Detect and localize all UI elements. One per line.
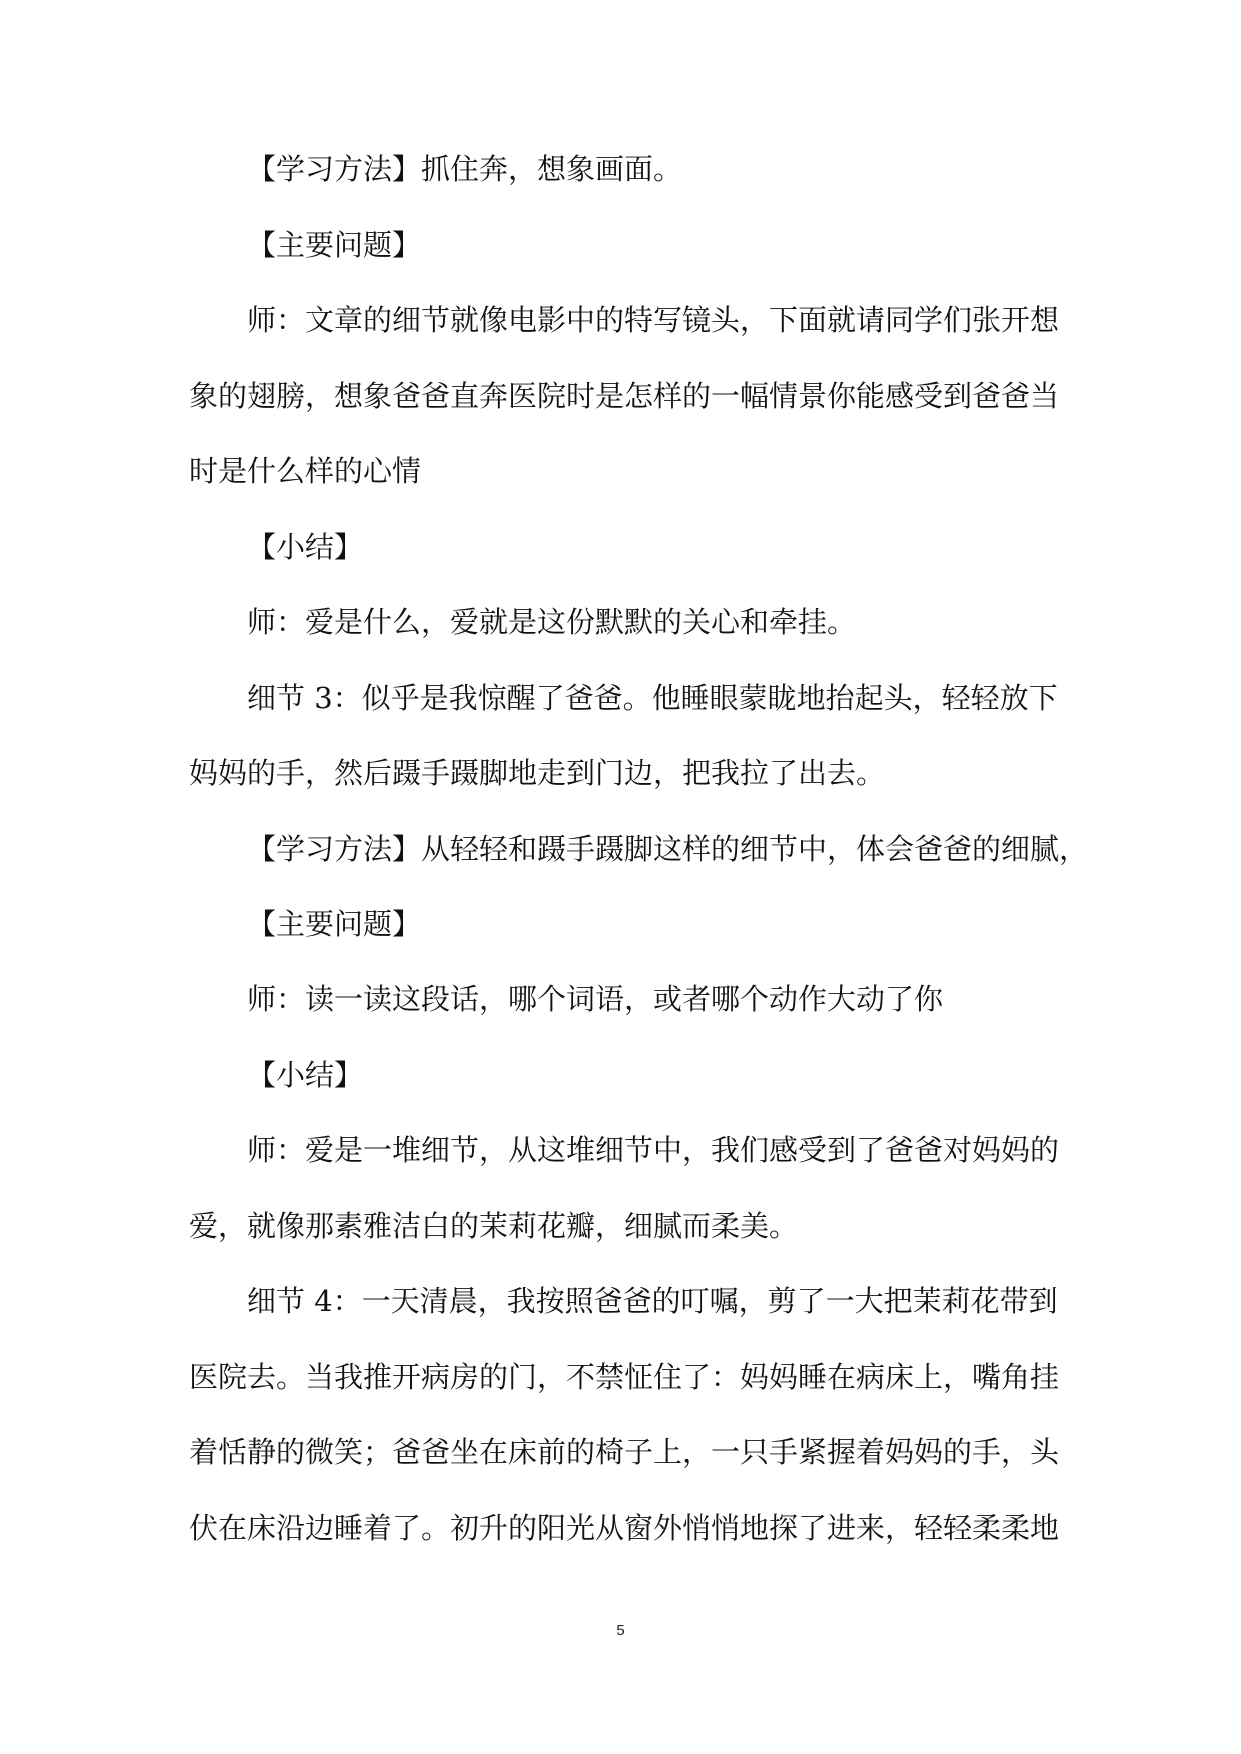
paragraph-line: 【主要问题】	[247, 228, 422, 262]
paragraph-line: 【小结】	[247, 530, 364, 564]
paragraph-line: 医院去。当我推开病房的门，不禁怔住了：妈妈睡在病床上，嘴角挂	[189, 1360, 1060, 1394]
paragraph-line: 【学习方法】抓住奔，想象画面。	[247, 152, 683, 186]
paragraph-line: 爱，就像那素雅洁白的茉莉花瓣，细腻而柔美。	[189, 1209, 799, 1243]
paragraph-line: 师：读一读这段话，哪个词语，或者哪个动作大动了你	[247, 982, 944, 1016]
paragraph-line: 细节 3：似乎是我惊醒了爸爸。他睡眼蒙眬地抬起头，轻轻放下	[247, 681, 1058, 715]
paragraph-line: 【学习方法】从轻轻和蹑手蹑脚这样的细节中，体会爸爸的细腻，	[247, 832, 1089, 866]
paragraph-line: 师：爱是一堆细节，从这堆细节中，我们感受到了爸爸对妈妈的	[247, 1133, 1060, 1167]
paragraph-line: 师：文章的细节就像电影中的特写镜头，下面就请同学们张开想	[247, 303, 1060, 337]
paragraph-line: 伏在床沿边睡着了。初升的阳光从窗外悄悄地探了进来，轻轻柔柔地	[189, 1511, 1060, 1545]
paragraph-line: 师：爱是什么，爱就是这份默默的关心和牵挂。	[247, 605, 857, 639]
paragraph-line: 细节 4：一天清晨，我按照爸爸的叮嘱，剪了一大把茉莉花带到	[247, 1284, 1058, 1318]
paragraph-line: 时是什么样的心情	[189, 454, 422, 488]
paragraph-line: 象的翅膀，想象爸爸直奔医院时是怎样的一幅情景你能感受到爸爸当	[189, 379, 1060, 413]
paragraph-line: 着恬静的微笑；爸爸坐在床前的椅子上，一只手紧握着妈妈的手，头	[189, 1435, 1060, 1469]
paragraph-line: 妈妈的手，然后蹑手蹑脚地走到门边，把我拉了出去。	[189, 756, 886, 790]
page-number: 5	[616, 1622, 625, 1639]
paragraph-line: 【小结】	[247, 1058, 364, 1092]
paragraph-line: 【主要问题】	[247, 907, 422, 941]
